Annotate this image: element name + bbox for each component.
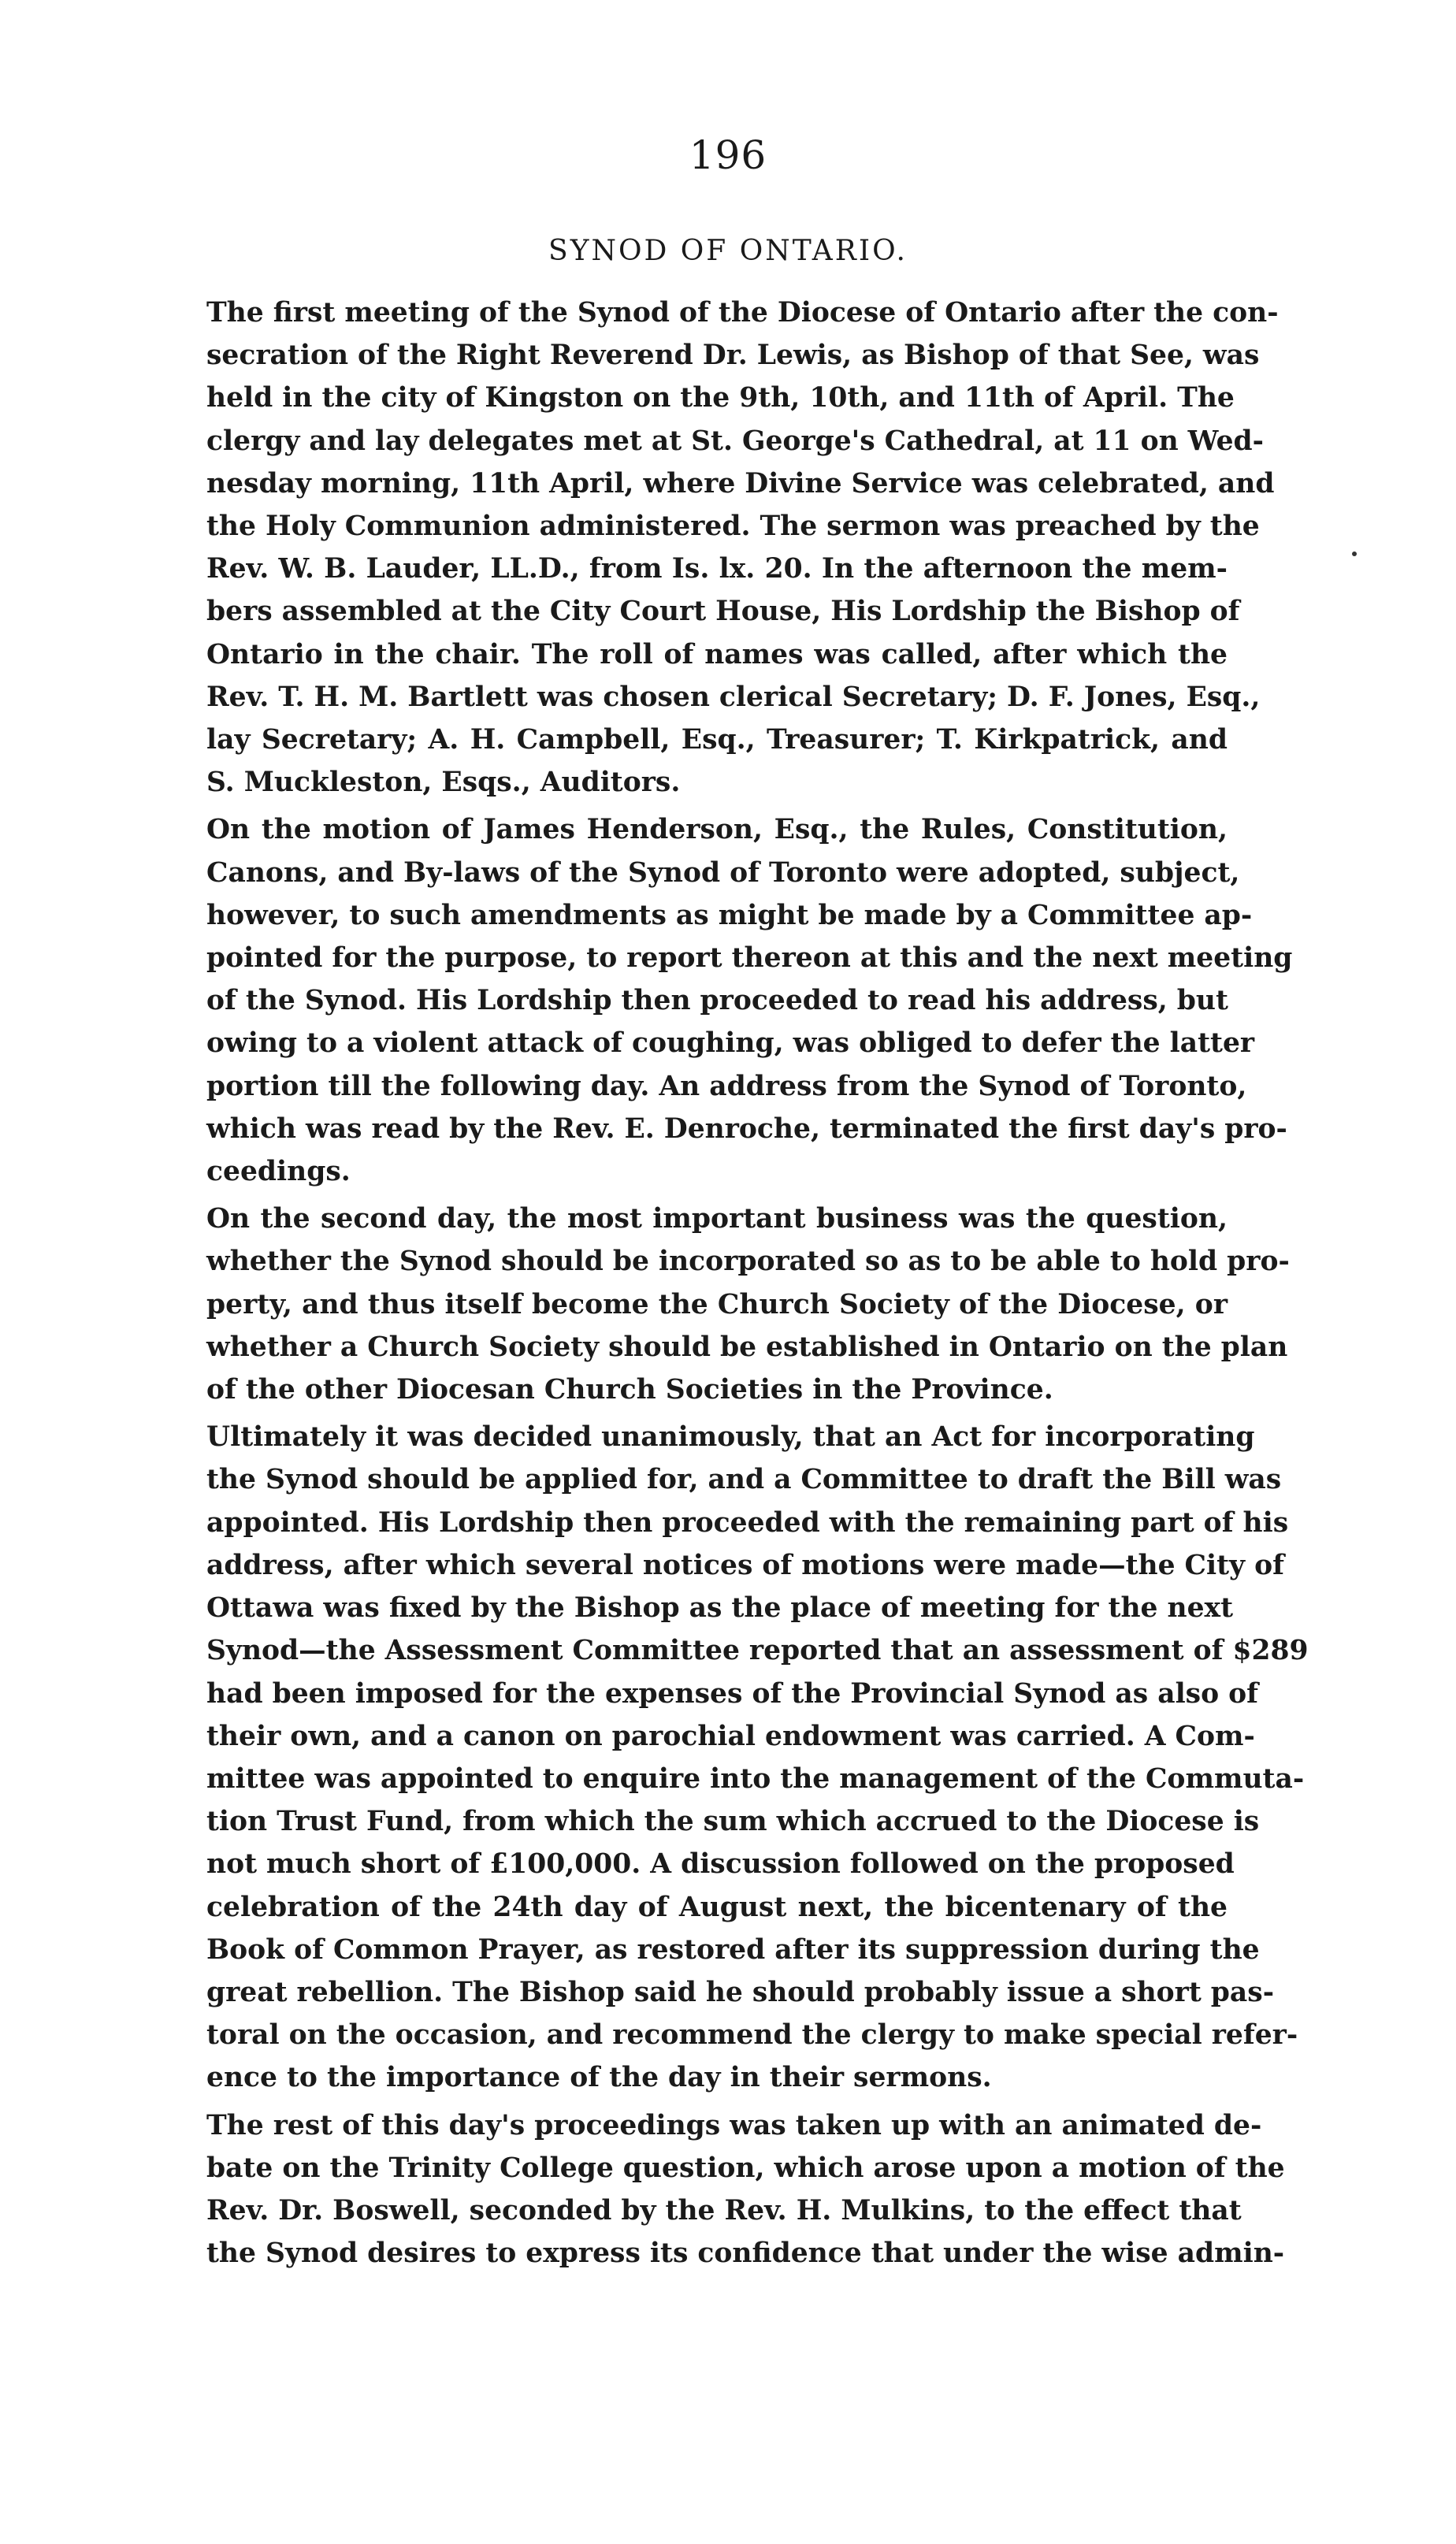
text-line: bate on the Trinity College question, which arose upon a motion of the <box>206 2152 1285 2184</box>
text-line: great rebellion. The Bishop said he should probably issue a short pas- <box>206 1976 1275 2008</box>
paragraph-1 <box>206 292 1279 804</box>
text-line: owing to a violent attack of coughing, was obliged to defer the latter <box>206 1027 1255 1060</box>
text-line: their own, and a canon on parochial endowment was carried. A Com- <box>206 1720 1255 1752</box>
text-line: The first meeting of the Synod of the Diocese of Ontario after the con- <box>206 297 1279 329</box>
paragraph-2 <box>206 808 1293 1193</box>
text-line: clergy and lay delegates met at St. George's Cathedral, at 11 on Wed- <box>206 425 1264 457</box>
text-line: Ontario in the chair. The roll of names was called, after which the <box>206 638 1228 670</box>
text-line: which was read by the Rev. E. Denroche, terminated the first day's pro- <box>206 1112 1287 1145</box>
text-line: held in the city of Kingston on the 9th, 10th, and 11th of April. The <box>206 382 1235 414</box>
text-line: the Holy Communion administered. The sermon was preached by the <box>206 511 1260 543</box>
section-heading: SYNOD OF ONTARIO. <box>548 235 908 267</box>
text-line: of the Synod. His Lordship then proceeded to read his address, but <box>206 985 1228 1017</box>
text-line: perty, and thus itself become the Church Society of the Diocese, or <box>206 1288 1228 1320</box>
text-line: the Synod should be applied for, and a Committee to draft the Bill was <box>206 1464 1282 1496</box>
text-line: ence to the importance of the day in their sermons. <box>206 2062 992 2094</box>
text-line: The rest of this day's proceedings was taken up with an animated de- <box>206 2109 1262 2141</box>
text-line: of the other Diocesan Church Societies in the Province. <box>206 1374 1053 1406</box>
text-line: the Synod desires to express its confidence that under the wise admin- <box>206 2238 1285 2270</box>
body-text <box>206 292 1309 2275</box>
stray-ink-mark <box>1352 552 1357 556</box>
text-line: appointed. His Lordship then proceeded with the remaining part of his <box>206 1506 1289 1539</box>
text-line: secration of the Right Reverend Dr. Lewis, as Bishop of that See, was <box>206 340 1260 372</box>
text-line: whether the Synod should be incorporated so as to be able to hold pro- <box>206 1246 1290 1278</box>
text-line: had been imposed for the expenses of the Provincial Synod as also of <box>206 1677 1258 1710</box>
text-line: nesday morning, 11th April, where Divine Service was celebrated, and <box>206 467 1275 500</box>
text-line: pointed for the purpose, to report thereon at this and the next meeting <box>206 942 1293 975</box>
text-line: celebration of the 24th day of August next, the bicentenary of the <box>206 1891 1228 1923</box>
text-line: Canons, and By-laws of the Synod of Toronto were adopted, subject, <box>206 856 1240 889</box>
text-line: whether a Church Society should be established in Ontario on the plan <box>206 1331 1288 1363</box>
paragraph-4 <box>206 1416 1309 2099</box>
text-line: not much short of £100,000. A discussion followed on the proposed <box>206 1848 1235 1881</box>
text-line: S. Muckleston, Esqs., Auditors. <box>206 767 681 799</box>
text-line: portion till the following day. An address from the Synod of Toronto, <box>206 1070 1247 1102</box>
text-line: tion Trust Fund, from which the sum which accrued to the Diocese is <box>206 1806 1260 1838</box>
page-number: 196 <box>689 132 767 178</box>
text-line: Book of Common Prayer, as restored after its suppression during the <box>206 1933 1260 1966</box>
paragraph-5 <box>206 2104 1285 2275</box>
text-line: On the motion of James Henderson, Esq., the Rules, Constitution, <box>206 814 1228 846</box>
paragraph-3 <box>206 1198 1290 1411</box>
text-line: Rev. Dr. Boswell, seconded by the Rev. H. Mulkins, to the effect that <box>206 2194 1242 2226</box>
text-line: mittee was appointed to enquire into the management of the Commuta- <box>206 1762 1305 1795</box>
text-line: address, after which several notices of motions were made—the City of <box>206 1549 1284 1581</box>
text-line: Synod—the Assessment Committee reported that an assessment of $289 <box>206 1635 1309 1667</box>
text-line: Rev. T. H. M. Bartlett was chosen clerical Secretary; D. F. Jones, Esq., <box>206 681 1261 713</box>
text-line: bers assembled at the City Court House, His Lordship the Bishop of <box>206 596 1240 628</box>
text-line: Ottawa was fixed by the Bishop as the place of meeting for the next <box>206 1592 1234 1625</box>
text-line: Rev. W. B. Lauder, LL.D., from Is. lx. 20. In the afternoon the mem- <box>206 553 1228 585</box>
text-line: lay Secretary; A. H. Campbell, Esq., Treasurer; T. Kirkpatrick, and <box>206 724 1228 756</box>
text-line: however, to such amendments as might be made by a Committee ap- <box>206 899 1253 931</box>
text-line: On the second day, the most important business was the question, <box>206 1203 1228 1235</box>
text-line: toral on the occasion, and recommend the clergy to make special refer- <box>206 2019 1298 2052</box>
text-line: ceedings. <box>206 1156 351 1188</box>
text-line: Ultimately it was decided unanimously, that an Act for incorporating <box>206 1421 1255 1454</box>
